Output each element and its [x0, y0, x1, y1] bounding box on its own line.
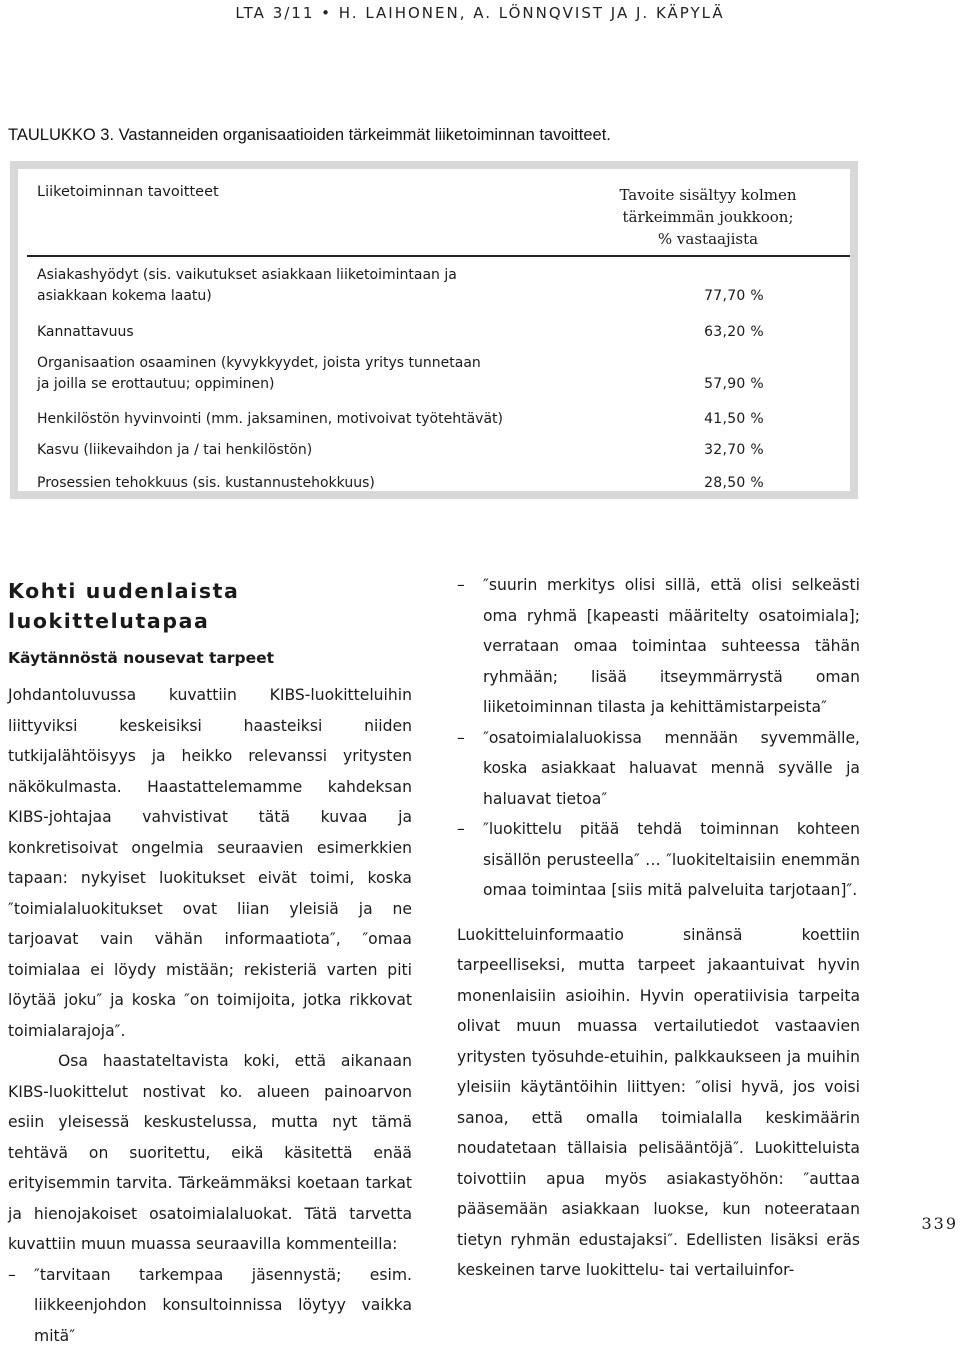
- table-row-value: 28,50 %: [704, 473, 764, 494]
- table-row-value: 57,90 %: [704, 374, 764, 395]
- dash-bullet-icon: –: [457, 723, 483, 815]
- quote-bullet-text: ″tarvitaan tarkempaa jäsennystä; esim. liikkeenjohdon konsultoinnissa löytyy vaikka mitä″: [34, 1260, 412, 1351]
- table-row-label-line: Prosessien tehokkuus (sis. kustannustehokkuus): [37, 473, 677, 494]
- table-row-label-line: Kasvu (liikevaihdon ja / tai henkilöstön): [37, 440, 677, 461]
- table-row: [37, 409, 810, 430]
- body-paragraph: Osa haastateltavista koki, että aikanaan KIBS-luokittelut nostivat ko. alueen painoarvon esiin yleisessä keskustelussa, mutta nyt tämä tehtävä on suoritettu, eikä käsitettä enää erityisemmin tarvita. Tärkeämmäksi koetaan tarkat ja hienojakoiset osatoimialaluokat. Tätä tarvetta kuvattiin muun muassa seuraavilla kommenteilla:: [8, 1046, 412, 1260]
- table-row-label-line: Organisaation osaaminen (kyvykkyydet, joista yritys tunnetaan: [37, 353, 677, 374]
- table-row-value: 41,50 %: [704, 409, 764, 430]
- table-row-label-line: asiakkaan kokema laatu): [37, 286, 677, 307]
- table-row: [37, 353, 810, 395]
- quote-bullet-text: ″luokittelu pitää tehdä toiminnan kohteen sisällön perusteella″ … ″luokiteltaisiin enemmän omaa toimintaa [siis mitä palveluita tarjotaan]″.: [483, 814, 860, 906]
- table-header-share-line: Tavoite sisältyy kolmen: [588, 184, 828, 206]
- quote-bullet: [457, 570, 860, 723]
- table-header-share-line: % vastaajista: [588, 228, 828, 250]
- table-row-label: [37, 440, 677, 461]
- subsection-title: Käytännöstä nousevat tarpeet: [8, 646, 412, 670]
- table-row-value: 77,70 %: [704, 286, 764, 307]
- quote-bullet: [457, 723, 860, 815]
- table-header-goals: Liiketoiminnan tavoitteet: [37, 184, 219, 200]
- section-title-line: luokittelutapaa: [8, 606, 412, 636]
- table-row-label-line: Asiakashyödyt (sis. vaikutukset asiakkaan liiketoimintaan ja: [37, 265, 677, 286]
- section-title-line: Kohti uudenlaista: [8, 576, 412, 606]
- table-row-label: [37, 322, 677, 343]
- running-head: LTA 3/11 • H. LAIHONEN, A. LÖNNQVIST JA J. KÄPYLÄ: [0, 4, 960, 22]
- table-header-share: [588, 184, 828, 250]
- page-number: 339: [921, 1214, 958, 1233]
- table-row-label: [37, 409, 677, 430]
- table-row: [37, 473, 810, 494]
- table-row-label-line: ja joilla se erottautuu; oppiminen): [37, 374, 677, 395]
- table-row: [37, 265, 810, 307]
- quote-bullet-text: ″suurin merkitys olisi sillä, että olisi selkeästi oma ryhmä [kapeasti määritelty osatoimiala]; verrataan omaa toimintaa suhteessa tähän ryhmään; lisää itseymmärrystä oman liiketoiminnan tilasta ja kehittämistarpeista″: [483, 570, 860, 723]
- table-row: [37, 440, 810, 461]
- table-row-value: 63,20 %: [704, 322, 764, 343]
- table-row: [37, 322, 810, 343]
- body-paragraph: Luokitteluinformaatio sinänsä koettiin tarpeelliseksi, mutta tarpeet jakaantuivat hyvin monenlaisiin asioihin. Hyvin operatiivisia tarpeita olivat muun muassa vertailutiedot vastaavien yritysten työsuhde-etuihin, palkkaukseen ja muihin yleisiin käytäntöihin liittyen: ″olisi hyvä, jos voisi sanoa, että omalla toimialalla keskimäärin noudatetaan tällaisia pelisääntöjä″. Luokitteluista toivottiin apua myös asiakastyöhön: ″auttaa pääsemään asiakkaan luokse, kun noteerataan tietyn ryhmän edustajaksi″. Edellisten lisäksi eräs keskeinen tarve luokittelu- tai vertailuinfor-: [457, 920, 860, 1286]
- table-row-label: [37, 353, 677, 395]
- table-frame: [10, 161, 858, 499]
- quote-bullet-text: ″osatoimialaluokissa mennään syvemmälle, koska asiakkaat haluavat mennä syvälle ja haluavat tietoa″: [483, 723, 860, 815]
- table-row-label: [37, 265, 677, 307]
- dash-bullet-icon: –: [8, 1260, 34, 1351]
- dash-bullet-icon: –: [457, 814, 483, 906]
- table-body: [18, 169, 850, 491]
- table-row-label-line: Kannattavuus: [37, 322, 677, 343]
- body-paragraph: Johdantoluvussa kuvattiin KIBS-luokitteluihin liittyviksi keskeisiksi haasteiksi niiden tutkijalähtöisyys ja heikko relevanssi yritysten näkökulmasta. Haastattelemamme kahdeksan KIBS-johtajaa vahvistivat tätä kuvaa ja konkretisoivat ongelmia seuraavien esimerkkien tapaan: nykyiset luokitukset eivät toimi, koska ″toimialaluokitukset ovat liian yleisiä ja ne tarjoavat vain vähän informaatiota″, ″omaa toimialaa ei löydy mistään; rekisteriä varten piti löytää joku″ ja koska ″on toimijoita, jotka rikkovat toimialarajoja″.: [8, 680, 412, 1046]
- table-caption: TAULUKKO 3. Vastanneiden organisaatioiden tärkeimmät liiketoiminnan tavoitteet.: [8, 126, 908, 145]
- dash-bullet-icon: –: [457, 570, 483, 723]
- table-row-label: [37, 473, 677, 494]
- table-row-label-line: Henkilöstön hyvinvointi (mm. jaksaminen, motivoivat työtehtävät): [37, 409, 677, 430]
- right-column: [457, 570, 860, 1286]
- table-row-value: 32,70 %: [704, 440, 764, 461]
- quote-bullet: [8, 1260, 412, 1351]
- section-title: [8, 576, 412, 636]
- quote-bullet: [457, 814, 860, 906]
- table-header-share-line: tärkeimmän joukkoon;: [588, 206, 828, 228]
- left-column: [8, 570, 412, 1351]
- table-header-rule: [27, 255, 850, 257]
